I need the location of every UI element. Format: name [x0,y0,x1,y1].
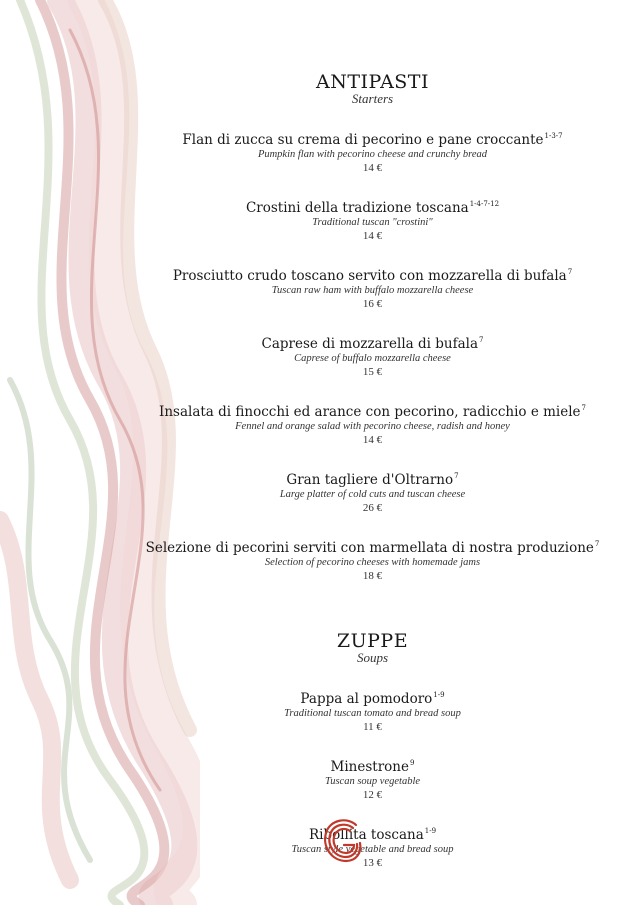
dish-item [140,755,605,802]
section-subtitle: Starters [351,91,394,106]
dish-price: 26 € [362,502,383,514]
allergen-codes: 9 [409,759,415,767]
dish-item [140,823,605,870]
dish-price: 18 € [362,570,383,582]
dish-name: Gran tagliere d'Oltrarno [286,472,454,488]
dish-english-description: Traditional tuscan "crostini" [312,217,433,228]
dish-item [140,400,605,447]
dish-price: 13 € [362,857,383,869]
dish-name: Flan di zucca su crema di pecorino e pane croccante [182,132,544,148]
dish-name: Caprese di mozzarella di bufala [261,336,479,352]
dish-name: Pappa al pomodoro [300,691,433,707]
dish-name: Selezione di pecorini serviti con marmellata di nostra produzione [145,540,594,556]
dish-price: 14 € [362,230,383,242]
allergen-codes: 1-9 [424,827,437,835]
section-title: ZUPPE [336,630,409,652]
dish-name: Ribollita toscana [308,827,424,843]
allergen-codes: 7 [567,268,573,276]
dish-item [140,687,605,734]
dish-english-description: Pumpkin flan with pecorino cheese and crunchy bread [257,149,488,160]
section-subtitle: Soups [356,650,389,665]
section-title: ANTIPASTI [316,71,429,93]
dish-item [140,196,605,243]
dish-name: Crostini della tradizione toscana [245,200,469,216]
dish-price: 16 € [362,298,383,310]
dish-name: Insalata di finocchi ed arance con pecorino, radicchio e miele [159,404,581,420]
dish-english-description: Fennel and orange salad with pecorino cheese, radish and honey [235,421,510,432]
allergen-codes: 1-4-7-12 [469,200,500,208]
dish-price: 14 € [362,434,383,446]
dish-item [140,128,605,175]
menu [140,72,605,891]
dish-price: 12 € [362,789,383,801]
dish-price: 14 € [362,162,383,174]
allergen-codes: 1-3-7 [544,132,563,140]
dish-item [140,536,605,583]
dish-english-description: Tuscan soup vegetable [324,776,421,787]
allergen-codes: 7 [581,404,586,412]
section-antipasti [140,72,605,583]
dish-english-description: Tuscan style vegetable and bread soup [291,844,454,855]
section-zuppe [140,631,605,870]
restaurant-logo-icon [318,815,366,867]
dish-item [140,264,605,311]
dish-item [140,332,605,379]
dish-name: Prosciutto crudo toscano servito con mozzarella di bufala [172,268,567,284]
allergen-codes: 7 [594,540,600,548]
dish-price: 11 € [363,721,382,733]
dish-english-description: Selection of pecorino cheeses with homemade jams [264,557,481,568]
allergen-codes: 7 [479,336,484,344]
allergen-codes: 1-9 [433,691,445,699]
dish-price: 15 € [362,366,383,378]
dish-name: Minestrone [330,759,409,775]
dish-english-description: Tuscan raw ham with buffalo mozzarella cheese [271,285,474,296]
dish-english-description: Traditional tuscan tomato and bread soup [284,708,461,719]
dish-english-description: Large platter of cold cuts and tuscan cheese [279,489,466,500]
allergen-codes: 7 [454,472,459,480]
dish-item [140,468,605,515]
dish-english-description: Caprese of buffalo mozzarella cheese [294,353,451,364]
